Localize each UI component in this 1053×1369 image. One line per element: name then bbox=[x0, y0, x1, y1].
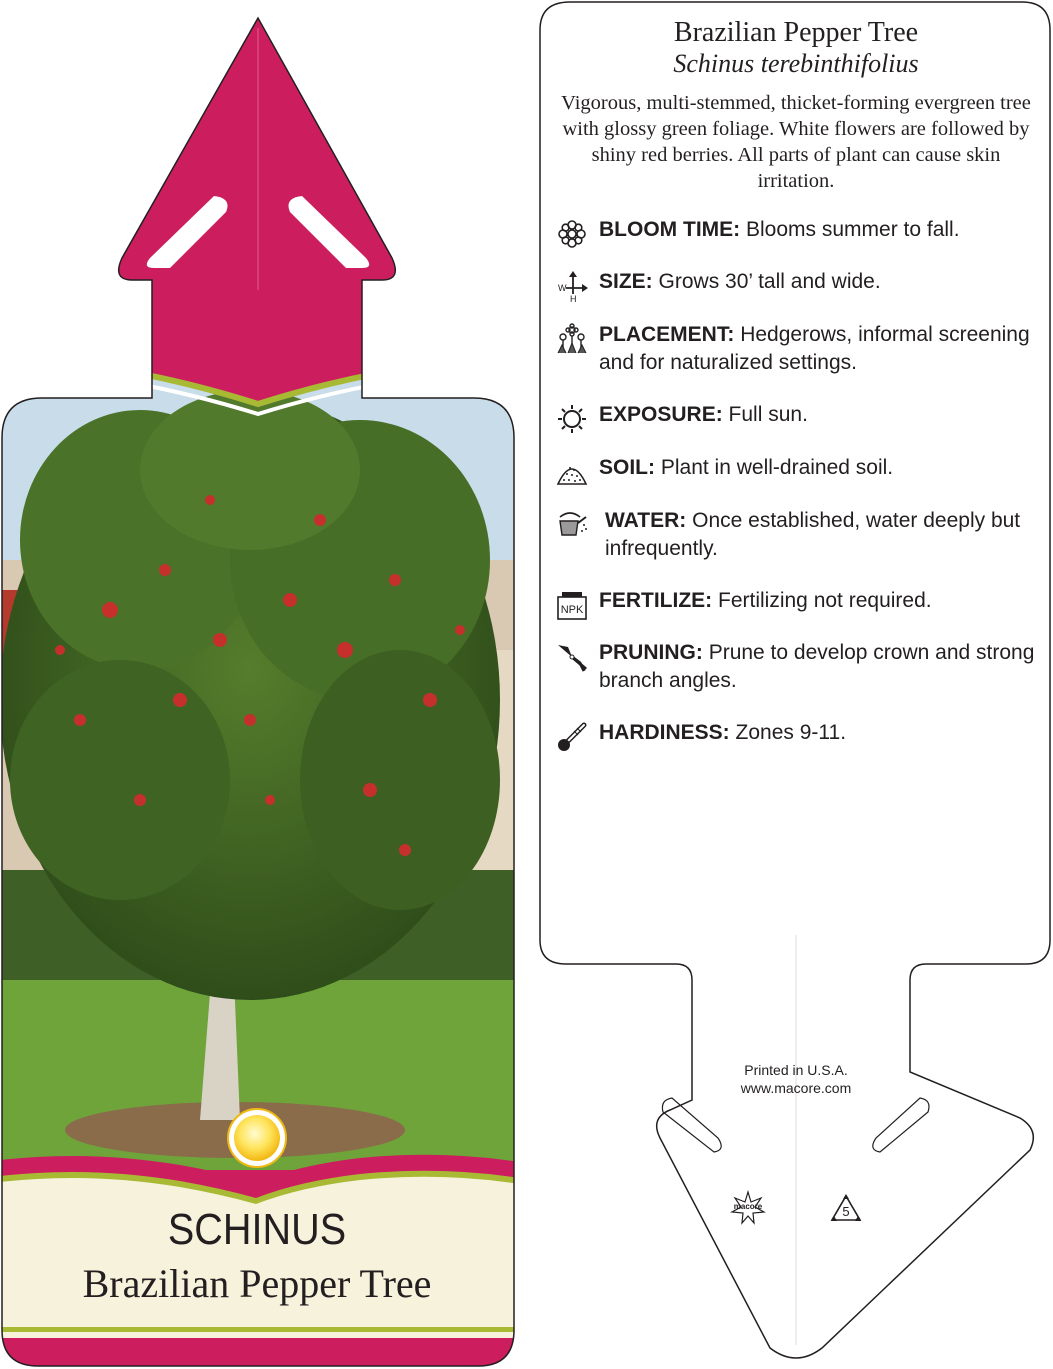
care-text: Plant in well-drained soil. bbox=[660, 456, 894, 479]
sun-icon bbox=[556, 403, 588, 435]
care-text: Zones 9-11. bbox=[735, 721, 847, 744]
care-text: Once established, water deeply but infrequently. bbox=[605, 509, 1021, 560]
common-name: Brazilian Pepper Tree bbox=[82, 1261, 432, 1306]
macore-logo bbox=[730, 1190, 766, 1226]
size-h-letter: H bbox=[570, 294, 577, 302]
care-label: PRUNING: bbox=[599, 641, 703, 664]
back-title: Brazilian Pepper Tree bbox=[673, 17, 919, 48]
size-w-letter: W bbox=[558, 283, 567, 293]
care-label: BLOOM TIME: bbox=[599, 218, 741, 241]
care-text: Full sun. bbox=[728, 403, 808, 426]
care-text: Hedgerows, informal screening and for naturalized settings. bbox=[599, 323, 1030, 374]
care-text: Fertilizing not required. bbox=[718, 589, 932, 612]
size-arrows-icon bbox=[556, 270, 588, 302]
plants-icon bbox=[556, 323, 588, 355]
care-label: EXPOSURE: bbox=[599, 403, 723, 426]
genus-name: SCHINUS bbox=[167, 1205, 347, 1254]
printed-in: Printed in U.S.A. bbox=[744, 1062, 848, 1078]
npk-icon bbox=[556, 589, 588, 621]
macore-logo-text: macore bbox=[733, 1202, 763, 1211]
soil-icon bbox=[556, 456, 588, 488]
care-label: WATER: bbox=[605, 509, 687, 532]
thermometer-icon bbox=[556, 721, 588, 753]
care-label: HARDINESS: bbox=[599, 721, 730, 744]
pruners-icon bbox=[556, 641, 588, 673]
care-label: SIZE: bbox=[599, 270, 653, 293]
care-label: SOIL: bbox=[599, 456, 655, 479]
flower-icon bbox=[556, 218, 588, 250]
care-label: FERTILIZE: bbox=[599, 589, 713, 612]
recycle-icon bbox=[829, 1193, 863, 1225]
npk-text: NPK bbox=[560, 604, 584, 616]
recycle-number: 5 bbox=[842, 1204, 850, 1219]
care-text: Prune to develop crown and strong branch angles. bbox=[599, 641, 1035, 692]
watering-can-icon bbox=[556, 509, 588, 541]
care-text: Blooms summer to fall. bbox=[746, 218, 960, 241]
plant-description: Vigorous, multi-stemmed, thicket-forming evergreen tree with glossy green foliage. White flowers are followed by shiny red berries. All parts of plant can cause skin irritation. bbox=[561, 92, 1031, 192]
website: www.macore.com bbox=[740, 1080, 852, 1096]
care-label: PLACEMENT: bbox=[599, 323, 735, 346]
botanical-name: Schinus terebinthifolius bbox=[673, 49, 919, 78]
care-text: Grows 30’ tall and wide. bbox=[658, 270, 881, 293]
